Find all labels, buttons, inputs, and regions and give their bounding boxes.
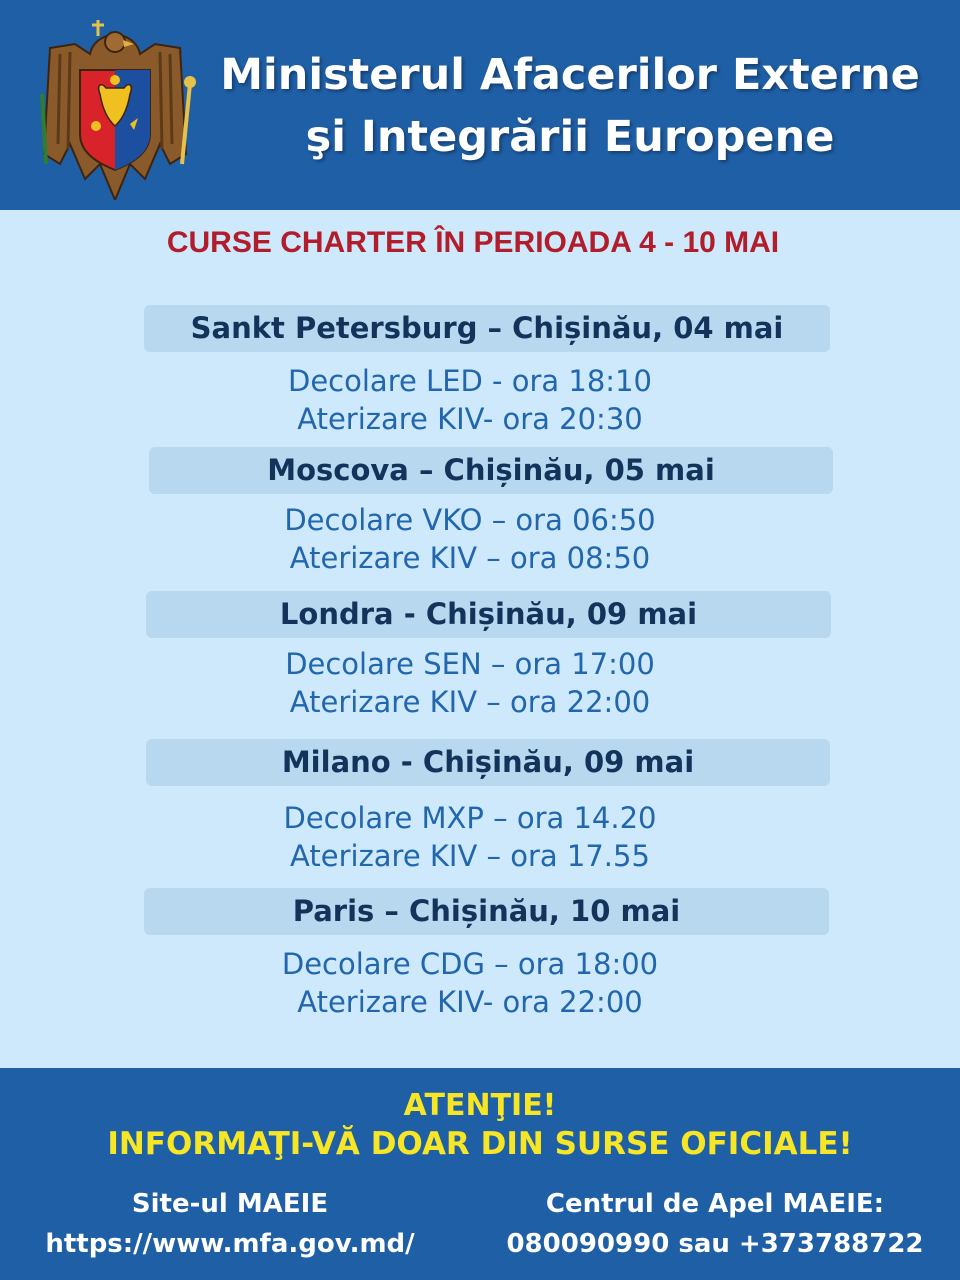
departure-time: Decolare CDG – ora 18:00 — [281, 947, 659, 981]
flight-times-1 — [140, 362, 800, 438]
route-londra: Londra - Chișinău, 09 mai — [146, 591, 831, 638]
departure-time: Decolare MXP – ora 14.20 — [283, 801, 657, 835]
flight-times-3 — [140, 645, 800, 721]
departure-time: Decolare VKO – ora 06:50 — [284, 503, 656, 537]
ministry-title-line2: şi Integrării Europene — [305, 112, 835, 162]
site-label: Site-ul MAEIE — [131, 1189, 329, 1219]
route-sankt-petersburg: Sankt Petersburg – Chișinău, 04 mai — [144, 305, 830, 352]
route-milano: Milano - Chișinău, 09 mai — [146, 739, 830, 786]
period-title: CURSE CHARTER ÎN PERIOADA 4 - 10 MAI — [166, 226, 780, 259]
official-sources-warning: INFORMAŢI-VĂ DOAR DIN SURSE OFICIALE! — [107, 1126, 853, 1162]
flight-times-2 — [140, 501, 800, 577]
arrival-time: Aterizare KIV – ora 22:00 — [289, 685, 651, 719]
arrival-time: Aterizare KIV – ora 08:50 — [289, 541, 651, 575]
flight-times-5 — [140, 945, 800, 1021]
site-contact — [30, 1184, 430, 1264]
route-moscova: Moscova – Chișinău, 05 mai — [149, 447, 833, 494]
arrival-time: Aterizare KIV- ora 22:00 — [297, 985, 643, 1019]
route-paris: Paris – Chișinău, 10 mai — [144, 888, 829, 935]
arrival-time: Aterizare KIV – ora 17.55 — [290, 839, 650, 873]
site-url-link[interactable]: https://www.mfa.gov.md/ — [45, 1229, 415, 1259]
moldova-coat-of-arms-icon — [30, 14, 200, 200]
flight-times-4 — [140, 799, 800, 875]
ministry-title-line1: Ministerul Afacerilor Externe — [220, 50, 920, 100]
arrival-time: Aterizare KIV- ora 20:30 — [297, 402, 643, 436]
call-center-numbers: 080090990 sau +373788722 — [506, 1229, 924, 1259]
footer-banner — [0, 1068, 960, 1280]
attention-heading: ATENŢIE! — [403, 1088, 557, 1123]
call-center-contact — [490, 1184, 940, 1264]
call-center-label: Centrul de Apel MAEIE: — [545, 1189, 885, 1219]
header-banner — [0, 0, 960, 210]
departure-time: Decolare SEN – ora 17:00 — [285, 647, 655, 681]
departure-time: Decolare LED - ora 18:10 — [288, 364, 652, 398]
